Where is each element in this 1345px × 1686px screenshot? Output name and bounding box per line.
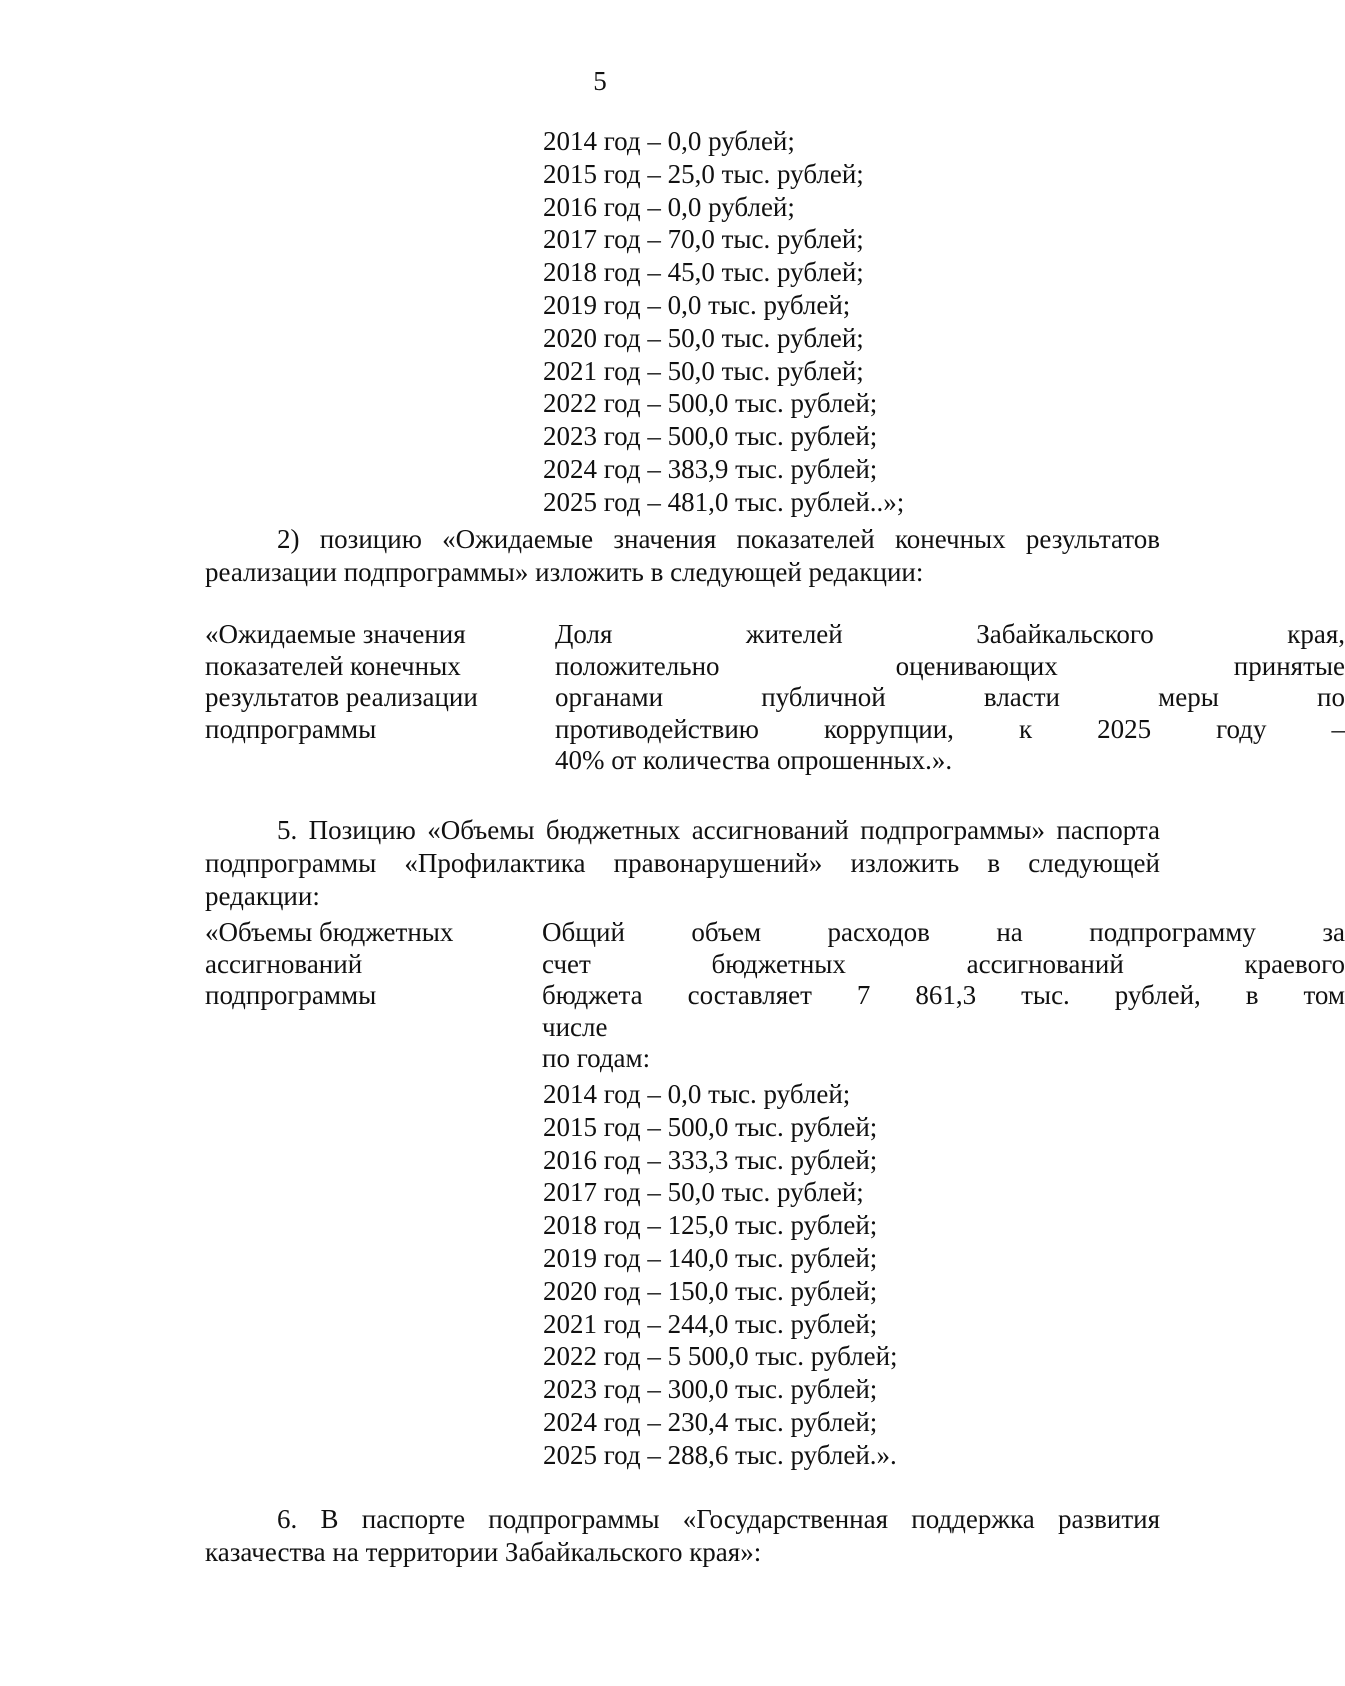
position-value (555, 619, 1345, 777)
list-item: 2014 год – 0,0 тыс. рублей; (543, 1079, 851, 1109)
list-item: 2016 год – 0,0 рублей; (543, 191, 795, 222)
label-line: ассигнований (205, 948, 363, 979)
label-line: «Объемы бюджетных (205, 917, 454, 947)
label-line: результатов реализации (205, 682, 478, 713)
label-line: подпрограммы (205, 980, 377, 1011)
list-item: 2023 год – 300,0 тыс. рублей; (543, 1374, 878, 1405)
list-item: 2018 год – 45,0 тыс. рублей; (543, 257, 864, 288)
value-line: 40% от количества опрошенных.». (555, 745, 953, 776)
value-line: бюджета составляет 7 861,3 тыс. рублей, в том (542, 980, 1345, 1011)
list-item: 2018 год – 125,0 тыс. рублей; (543, 1210, 878, 1241)
list-item: 2024 год – 383,9 тыс. рублей; (543, 453, 878, 484)
paragraph-text: 6. В паспорте подпрограммы «Государственная поддержка развития казачества на территории Забайкальского края»: (205, 1504, 1160, 1567)
list-item: 2021 год – 50,0 тыс. рублей; (543, 355, 864, 386)
paragraph-text: 5. Позицию «Объемы бюджетных ассигнований подпрограммы» паспорта подпрограммы «Профилактика правонарушений» изложить в следующей редакции: (205, 815, 1160, 911)
value-line: противодействию коррупции, к 2025 году – (555, 713, 1345, 744)
paragraph-item-5 (205, 814, 1160, 913)
list-item: 2020 год – 150,0 тыс. рублей; (543, 1275, 878, 1306)
list-item: 2022 год – 500,0 тыс. рублей; (543, 388, 878, 419)
value-line: по годам: (542, 1043, 651, 1074)
list-item: 2019 год – 0,0 тыс. рублей; (543, 289, 851, 320)
value-line: счет бюджетных ассигнований краевого (542, 948, 1345, 979)
value-line: органами публичной власти меры по (555, 682, 1345, 713)
label-line: показателей конечных (205, 650, 461, 681)
value-line: числе (542, 1011, 608, 1042)
list-item: 2022 год – 5 500,0 тыс. рублей; (543, 1341, 898, 1372)
list-item: 2015 год – 500,0 тыс. рублей; (543, 1111, 878, 1142)
position-label (205, 619, 525, 745)
funding-by-year-list (543, 125, 904, 519)
label-line: «Ожидаемые значения (205, 619, 466, 649)
list-item: 2023 год – 500,0 тыс. рублей; (543, 421, 878, 452)
list-item: 2021 год – 244,0 тыс. рублей; (543, 1308, 878, 1339)
paragraph-text: 2) позицию «Ожидаемые значения показателей конечных результатов реализации подпрограммы» изложить в следующей редакции: (205, 524, 1160, 587)
position-label (205, 917, 525, 1012)
list-item: 2025 год – 288,6 тыс. рублей.». (543, 1439, 897, 1470)
list-item: 2025 год – 481,0 тыс. рублей..»; (543, 486, 905, 517)
list-item: 2014 год – 0,0 рублей; (543, 126, 795, 156)
position-value (542, 917, 1345, 1075)
list-item: 2019 год – 140,0 тыс. рублей; (543, 1242, 878, 1273)
paragraph-item-2 (205, 523, 1160, 589)
funding-by-year-list (543, 1078, 898, 1472)
value-line: Общий объем расходов на подпрограмму за (542, 917, 1345, 947)
list-item: 2016 год – 333,3 тыс. рублей; (543, 1144, 878, 1175)
value-line: Доля жителей Забайкальского края, (555, 619, 1345, 649)
value-line: положительно оценивающих принятые (555, 650, 1345, 681)
list-item: 2015 год – 25,0 тыс. рублей; (543, 158, 864, 189)
list-item: 2017 год – 50,0 тыс. рублей; (543, 1177, 864, 1208)
list-item: 2020 год – 50,0 тыс. рублей; (543, 322, 864, 353)
list-item: 2024 год – 230,4 тыс. рублей; (543, 1406, 878, 1437)
list-item: 2017 год – 70,0 тыс. рублей; (543, 224, 864, 255)
paragraph-item-6 (205, 1503, 1160, 1569)
label-line: подпрограммы (205, 713, 377, 744)
page-number: 5 (593, 66, 607, 96)
